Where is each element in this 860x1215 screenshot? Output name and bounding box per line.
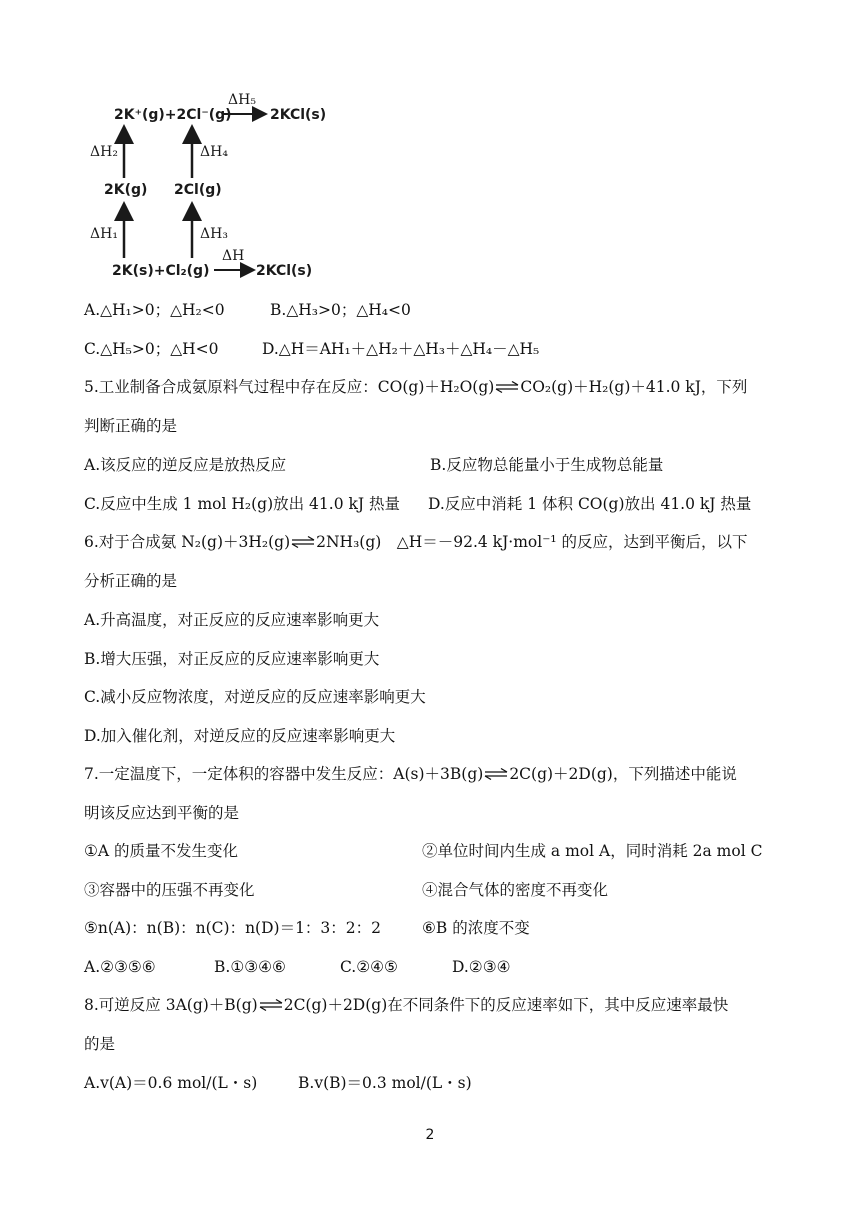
q5-option-a: A.该反应的逆反应是放热反应 — [84, 456, 287, 474]
q7-item-5: ⑤n(A)：n(B)：n(C)：n(D)＝1：3：2：2 — [84, 919, 382, 937]
q8-stem-line1 — [84, 995, 784, 1015]
q6-option-b: B.增大压强，对正反应的反应速率影响更大 — [84, 650, 380, 668]
energy-cycle-diagram — [84, 86, 344, 282]
q5-stem-b: CO₂(g)＋H₂(g)＋41.0 kJ，下列 — [520, 378, 748, 396]
equilibrium-arrow-icon — [258, 998, 284, 1012]
q7-item-3: ③容器中的压强不再变化 — [84, 881, 255, 899]
q7-stem-a: 7.一定温度下，一定体积的容器中发生反应：A(s)＋3B(g) — [84, 765, 484, 783]
equilibrium-arrow-icon — [483, 767, 509, 781]
q8-stem-a: 8.可逆反应 3A(g)＋B(g) — [84, 996, 258, 1014]
q4-option-b: B.△H₃>0；△H₄<0 — [270, 301, 411, 319]
diagram-top-left: 2K⁺(g)+2Cl⁻(g) — [114, 107, 232, 123]
q6-stem-a: 6.对于合成氨 N₂(g)＋3H₂(g) — [84, 533, 291, 551]
q4-option-c: C.△H₅>0；△H<0 — [84, 340, 219, 358]
page-number: 2 — [425, 1127, 435, 1143]
q4-option-d: D.△H＝AH₁＋△H₂＋△H₃＋△H₄－△H₅ — [262, 340, 540, 358]
q6-stem-c: 分析正确的是 — [84, 572, 178, 590]
energy-cycle-svg — [84, 86, 344, 282]
label-dh4: ΔH₄ — [200, 144, 228, 160]
q7-item-4: ④混合气体的密度不再变化 — [422, 881, 609, 899]
q4-option-a: A.△H₁>0；△H₂<0 — [84, 301, 225, 319]
q5-stem-c: 判断正确的是 — [84, 417, 178, 435]
q6-option-a: A.升高温度，对正反应的反应速率影响更大 — [84, 611, 380, 629]
equilibrium-arrow-icon — [290, 535, 316, 549]
q6-stem-line1 — [84, 532, 784, 552]
q7-stem-line1 — [84, 764, 784, 784]
label-dh1: ΔH₁ — [90, 226, 118, 242]
q8-stem-b: 2C(g)＋2D(g)在不同条件下的反应速率如下，其中反应速率最快 — [283, 996, 729, 1014]
q8-option-b: B.v(B)＝0.3 mol/(L・s) — [298, 1074, 472, 1092]
diagram-mid-right: 2Cl(g) — [174, 182, 222, 198]
q7-stem-b: 2C(g)＋2D(g)，下列描述中能说 — [509, 765, 737, 783]
equilibrium-arrow-icon — [494, 380, 520, 394]
diagram-mid-left: 2K(g) — [104, 182, 148, 198]
q7-option-d: D.②③④ — [452, 958, 511, 976]
label-dh3: ΔH₃ — [200, 226, 228, 242]
q8-option-a: A.v(A)＝0.6 mol/(L・s) — [84, 1074, 258, 1092]
q7-stem-c: 明该反应达到平衡的是 — [84, 804, 240, 822]
diagram-bottom-right: 2KCl(s) — [256, 263, 313, 279]
label-dh: ΔH — [222, 248, 245, 264]
q5-option-c: C.反应中生成 1 mol H₂(g)放出 41.0 kJ 热量 — [84, 495, 401, 513]
diagram-top-right: 2KCl(s) — [270, 107, 327, 123]
q5-option-b: B.反应物总能量小于生成物总能量 — [430, 456, 664, 474]
q7-option-a: A.②③⑤⑥ — [84, 958, 156, 976]
q7-item-6: ⑥B 的浓度不变 — [422, 919, 530, 937]
label-dh2: ΔH₂ — [90, 144, 118, 160]
q7-item-1: ①A 的质量不发生变化 — [84, 842, 239, 860]
q8-stem-c: 的是 — [84, 1035, 116, 1053]
q5-option-d: D.反应中消耗 1 体积 CO(g)放出 41.0 kJ 热量 — [428, 495, 752, 513]
diagram-bottom-left: 2K(s)+Cl₂(g) — [112, 263, 210, 279]
q5-stem-a: 5.工业制备合成氨原料气过程中存在反应：CO(g)＋H₂O(g) — [84, 378, 495, 396]
q6-option-c: C.减小反应物浓度，对逆反应的反应速率影响更大 — [84, 688, 426, 706]
q7-item-2: ②单位时间内生成 a mol A，同时消耗 2a mol C — [422, 842, 763, 860]
q6-stem-b: 2NH₃(g) △H＝－92.4 kJ·mol⁻¹ 的反应，达到平衡后，以下 — [316, 533, 748, 551]
q7-option-b: B.①③④⑥ — [214, 958, 286, 976]
q7-option-c: C.②④⑤ — [340, 958, 398, 976]
label-dh5: ΔH₅ — [228, 92, 256, 108]
q6-option-d: D.加入催化剂，对逆反应的反应速率影响更大 — [84, 727, 396, 745]
q5-stem-line1 — [84, 377, 784, 397]
